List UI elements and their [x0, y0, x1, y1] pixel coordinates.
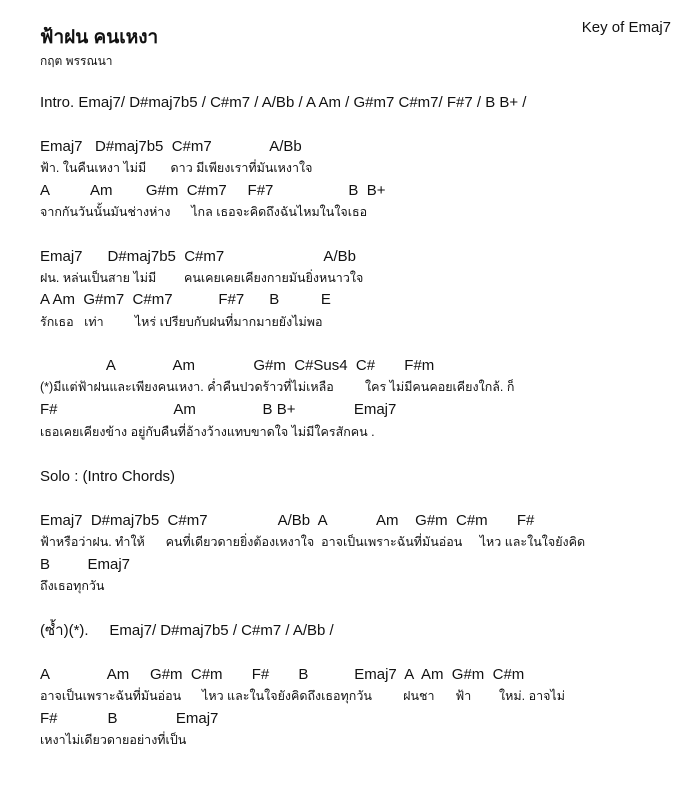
- bridge-chords-2: B Emaj7: [40, 556, 131, 573]
- chorus-chords-2: F# Am B B+ Emaj7: [40, 401, 397, 418]
- artist-name: กฤต พรรณนา: [40, 54, 113, 68]
- outro-lyric-1: อาจเป็นเพราะฉันที่มันอ่อน ไหว และในใจยังคิดถึงเธอทุกวัน ฝนชา ฟ้า ใหม่. อาจไม่: [40, 689, 565, 703]
- bridge-lyric-1: ฟ้าหรือว่าฝน. ทำให้ คนที่เดียวดายยิ่งต้องเหงาใจ อาจเป็นเพราะฉันที่มันอ่อน ไหว และในใจยังคิด: [40, 535, 586, 549]
- outro-lyric-2: เหงาไม่เดียวดายอย่างที่เป็น: [40, 733, 187, 747]
- song-title: ฟ้าฝน คนเหงา: [40, 27, 159, 48]
- verse2-lyric-2: รักเธอ เท่า ไหร่ เปรียบกับฝนที่มากมายยังไม่พอ: [40, 315, 323, 329]
- verse2-lyric-1: ฝน. หล่นเป็นสาย ไม่มี คนเคยเคยเคียงกายมันยิ่งหนาวใจ: [40, 271, 364, 285]
- verse1-lyric-2: จากกันวันนั้นมันช่างห่าง ไกล เธอจะคิดถึงฉันไหมในใจเธอ: [40, 205, 368, 219]
- verse1-chords-1: Emaj7 D#maj7b5 C#m7 A/Bb: [40, 138, 302, 155]
- outro-chords-1: A Am G#m C#m F# B Emaj7 A Am G#m C#m: [40, 666, 525, 683]
- verse2-chords-2: A Am G#m7 C#m7 F#7 B E: [40, 291, 331, 308]
- bridge-lyric-2: ถึงเธอทุกวัน: [40, 579, 105, 593]
- chorus-lyric-2: เธอเคยเคียงข้าง อยู่กับคืนที่อ้างว้างแทบขาดใจ ไม่มีใครสักคน .: [40, 425, 375, 439]
- verse2-chords-1: Emaj7 D#maj7b5 C#m7 A/Bb: [40, 248, 356, 265]
- verse1-chords-2: A Am G#m C#m7 F#7 B B+: [40, 182, 386, 199]
- chorus-lyric-1: (*)มีแต่ฟ้าฝนและเพียงคนเหงา. ค่ำคืนปวดร้าวที่ไม่เหลือ ใคร ไม่มีคนคอยเคียงใกล้. ก็: [40, 380, 515, 394]
- bridge-chords-1: Emaj7 D#maj7b5 C#m7 A/Bb A Am G#m C#m F#: [40, 512, 535, 529]
- verse1-lyric-1: ฟ้า. ในคืนเหงา ไม่มี ดาว มีเพียงเราที่มันเหงาใจ: [40, 161, 313, 175]
- repeat-chords: (ซ้ำ)(*). Emaj7/ D#maj7b5 / C#m7 / A/Bb /: [40, 622, 334, 639]
- outro-chords-2: F# B Emaj7: [40, 710, 219, 727]
- intro-chords: Intro. Emaj7/ D#maj7b5 / C#m7 / A/Bb / A Am / G#m7 C#m7/ F#7 / B B+ /: [40, 94, 527, 111]
- solo-label: Solo : (Intro Chords): [40, 468, 176, 485]
- song-key: Key of Emaj7: [581, 19, 671, 36]
- chorus-chords-1: A Am G#m C#Sus4 C# F#m: [40, 357, 435, 374]
